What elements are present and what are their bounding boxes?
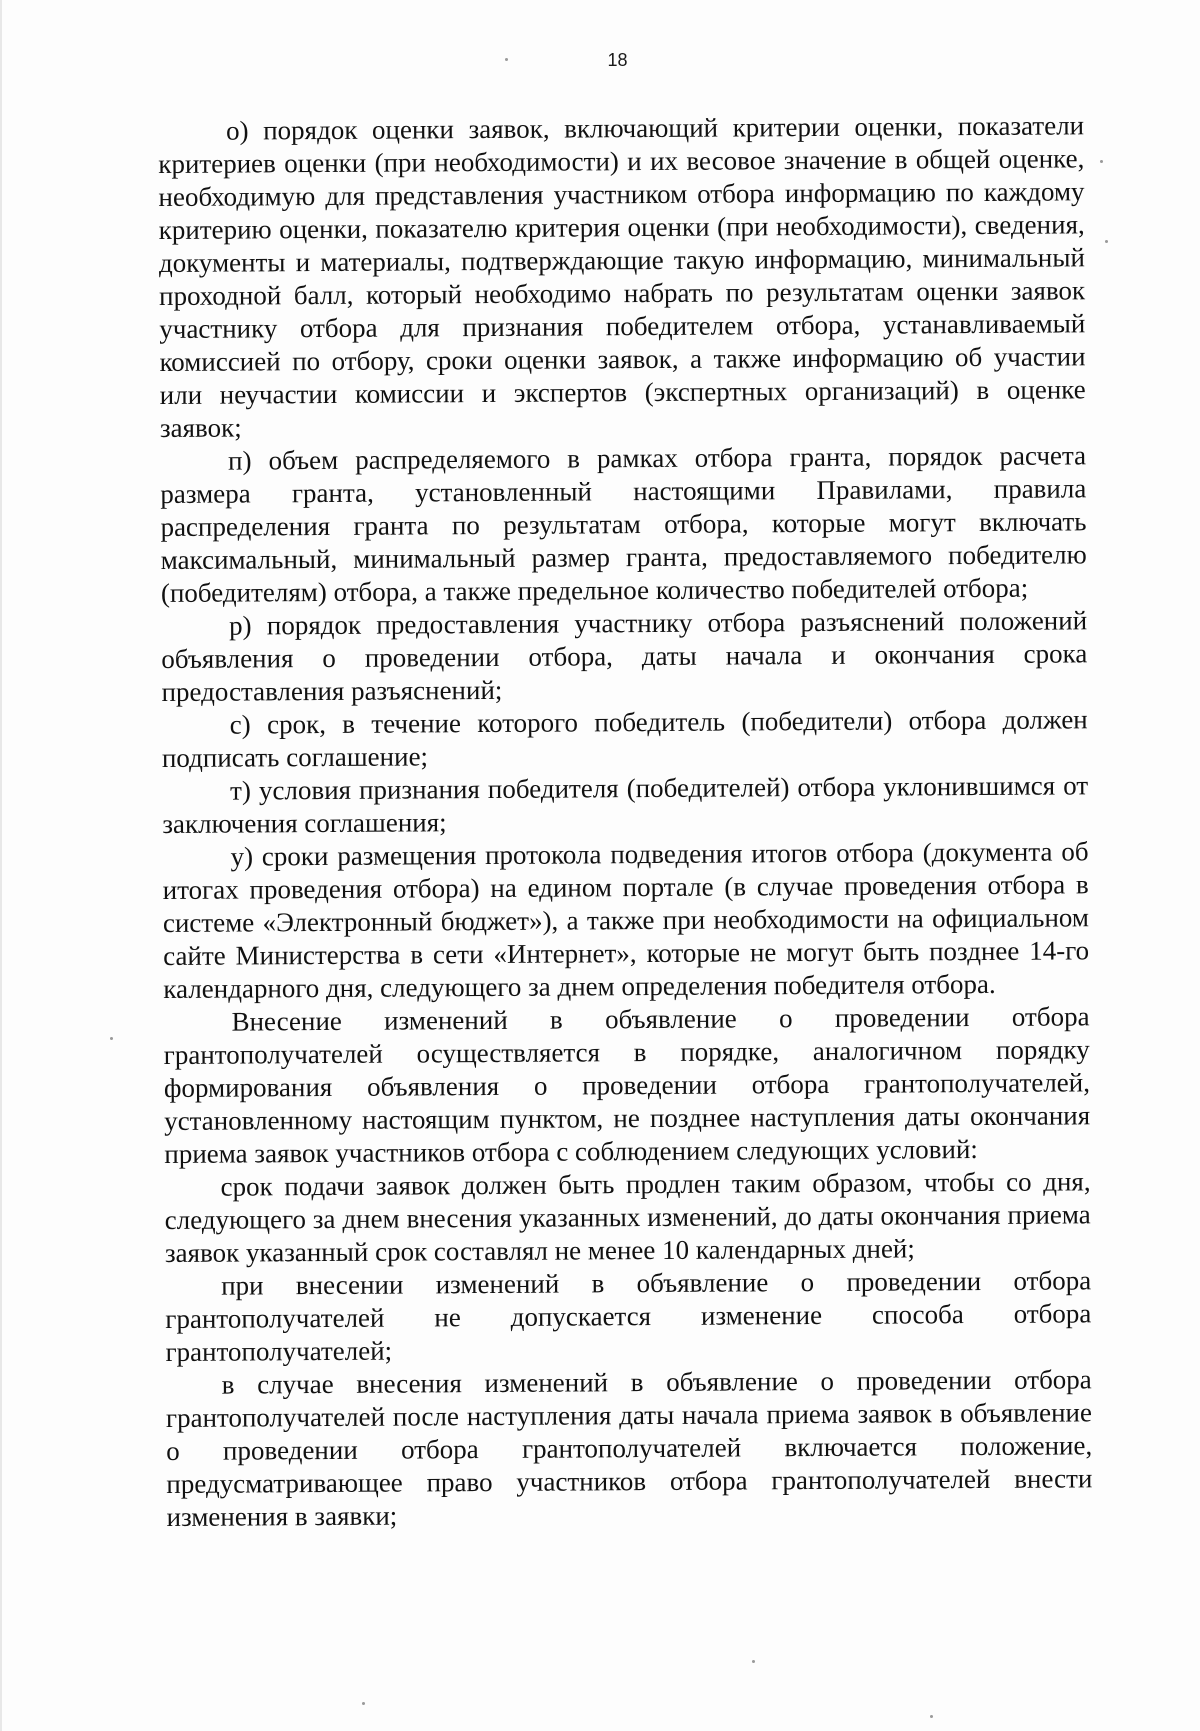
paragraph-r: р) порядок предоставления участнику отбора разъяснений положений объявления о проведении отбора, даты начала и окончания срока предоставления разъяснений;	[161, 605, 1088, 707]
paragraph-amendments: Внесение изменений в объявление о проведении отбора грантополучателей осуществляется в порядке, аналогичном порядку формирования объявления о проведении отбора грантополучателей, установленному настоящим пунктом, не позднее наступления даты окончания приема заявок участников отбора с соблюдением следующих условий:	[163, 1001, 1091, 1169]
scan-speck	[752, 1660, 755, 1663]
paragraph-deadline-extension: срок подачи заявок должен быть продлен таким образом, чтобы со дня, следующего за днем внесения указанных изменений, до даты окончания приема заявок указанный срок составлял не менее 10 календарных дней;	[164, 1166, 1091, 1268]
paragraph-no-method-change: при внесении изменений в объявление о проведении отбора грантополучателей не допускается изменение способа отбора грантополучателей;	[165, 1265, 1092, 1367]
paragraph-right-to-amend: в случае внесения изменений в объявление о проведении отбора грантополучателей после наступления даты начала приема заявок в объявление о проведении отбора грантополучателей включается положение, предусматривающее право участников отбора грантополучателей внести изменения в заявки;	[165, 1364, 1093, 1532]
paragraph-p: п) объем распределяемого в рамках отбора гранта, порядок расчета размера гранта, установленный настоящими Правилами, правила распределения гранта по результатам отбора, которые могут включать максимальный, минимальный размер гранта, предоставляемого победителю (победителям) отбора, а также предельное количество победителей отбора;	[160, 440, 1087, 608]
paragraph-o: о) порядок оценки заявок, включающий критерии оценки, показатели критериев оценки (при необходимости) и их весовое значение в общей оценке, необходимую для представления участником отбора информацию по каждому критерию оценки, показателю критерия оценки (при необходимости), сведения, документы и материалы, подтверждающие такую информацию, минимальный проходной балл, который необходимо набрать по результатам оценки заявок участнику отбора для признания победителем отбора, устанавливаемый комиссией по отбору, сроки оценки заявок, а также информацию об участии или неучастии комиссии и экспертов (экспертных организаций) в оценке заявок;	[158, 110, 1086, 443]
scan-edge	[0, 0, 2, 1731]
paragraph-t: т) условия признания победителя (победителей) отбора уклонившимся от заключения соглашения;	[162, 770, 1089, 839]
scan-speck	[362, 1702, 365, 1705]
scan-speck	[1100, 160, 1103, 163]
paragraph-u: у) сроки размещения протокола подведения итогов отбора (документа об итогах проведения отбора) на едином портале (в случае проведения отбора в системе «Электронный бюджет»), а также при необходимости на официальном сайте Министерства в сети «Интернет», которые не могут быть позднее 14-го календарного дня, следующего за днем определения победителя отбора.	[162, 836, 1090, 1004]
scan-speck	[110, 1037, 113, 1040]
paragraph-s: с) срок, в течение которого победитель (победители) отбора должен подписать соглашение;	[161, 704, 1088, 773]
scan-speck	[930, 1715, 933, 1718]
scan-speck	[1105, 240, 1108, 243]
document-body	[158, 109, 1093, 1534]
page-number: 18	[607, 50, 628, 70]
scan-speck	[505, 58, 508, 61]
